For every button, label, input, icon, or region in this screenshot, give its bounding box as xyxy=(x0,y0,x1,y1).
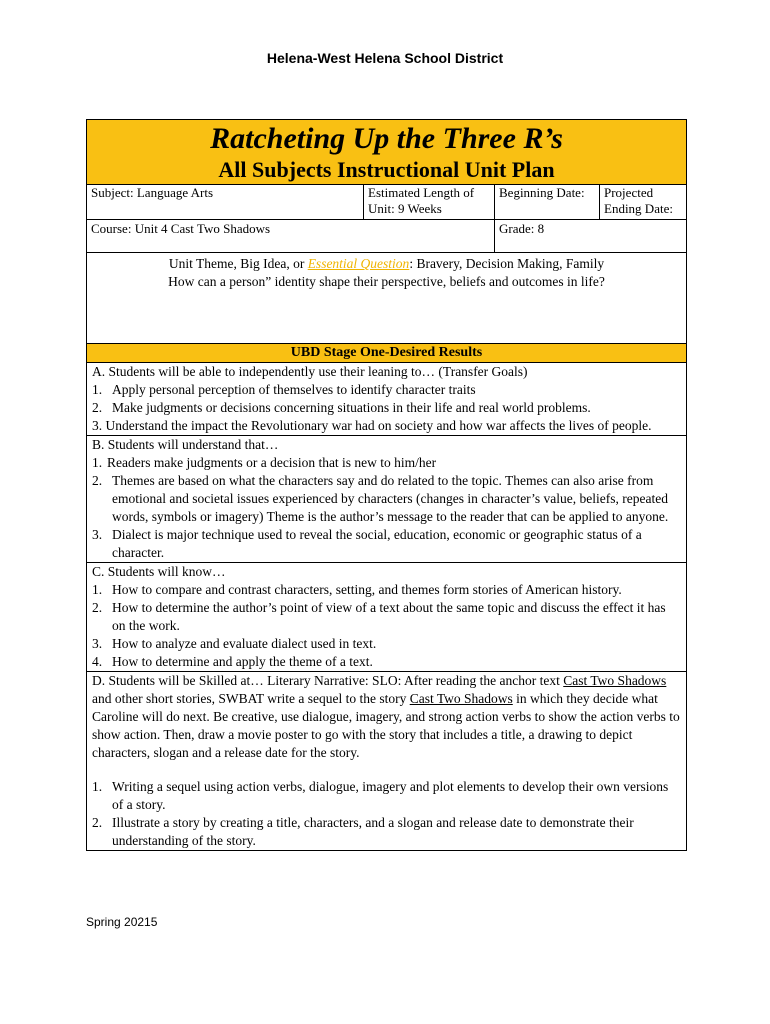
list-item: 1. How to compare and contrast characters, setting, and themes form stories of American history. xyxy=(92,582,622,597)
section-a-heading: A. Students will be able to independently use their leaning to… (Transfer Goals) xyxy=(92,364,528,379)
section-d-mid: and other short stories, SWBAT write a sequel to the story xyxy=(92,691,410,706)
course-row xyxy=(87,220,686,253)
length-value: Unit: 9 Weeks xyxy=(368,201,442,216)
list-item: 2. How to determine the author’s point of view of a text about the same topic and discuss the effect it has on the work. xyxy=(92,600,666,633)
grade-cell: Grade: 8 xyxy=(494,220,686,252)
unit-plan-table xyxy=(86,119,687,851)
course-cell: Course: Unit 4 Cast Two Shadows xyxy=(91,221,271,236)
section-d-intro: D. Students will be Skilled at… Literary Narrative: SLO: After reading the anchor text xyxy=(92,673,564,688)
section-d xyxy=(87,672,686,850)
essential-question-link[interactable]: Essential Question xyxy=(307,256,410,271)
projected-label: Projected xyxy=(604,185,654,200)
section-d-rest: in which they decide what Caroline will do next. Be creative, use dialogue, imagery, and strong action verbs to show the action verbs to show action. Then, draw a movie poster to go with the story that includes a title, a drawing to depict characters, slogan and a release date for the story. xyxy=(92,691,680,760)
section-a xyxy=(87,363,686,436)
theme-line xyxy=(87,255,686,273)
list-item: 3. How to analyze and evaluate dialect used in text. xyxy=(92,636,377,651)
theme-values: : Bravery, Decision Making, Family xyxy=(409,256,605,271)
list-item: 3. Understand the impact the Revolutionary war had on society and how war affects the lives of people. xyxy=(92,418,652,433)
section-b xyxy=(87,436,686,563)
ending-date-label: Ending Date: xyxy=(604,201,673,216)
beginning-date-cell: Beginning Date: xyxy=(494,185,599,219)
section-d-paragraph xyxy=(92,672,682,762)
list-item: 1. Apply personal perception of themselves to identify character traits xyxy=(92,382,476,397)
section-c-heading: C. Students will know… xyxy=(92,564,226,579)
plan-subtitle: All Subjects Instructional Unit Plan xyxy=(218,157,555,182)
stage-one-header: UBD Stage One-Desired Results xyxy=(87,344,686,363)
footer-text: Spring 20215 xyxy=(86,915,158,929)
subject-cell: Subject: Language Arts xyxy=(91,185,214,200)
list-item: 1. Writing a sequel using action verbs, dialogue, imagery and plot elements to develop their own versions of a story. xyxy=(92,779,669,812)
story-title-link: Cast Two Shadows xyxy=(409,691,513,706)
list-item: 2. Illustrate a story by creating a title, characters, and a slogan and release date to demonstrate their understanding of the story. xyxy=(92,815,634,848)
section-c xyxy=(87,563,686,672)
list-item: 3. Dialect is major technique used to reveal the social, education, economic or geographic status of a character. xyxy=(92,527,642,560)
list-item: 2. Make judgments or decisions concerning situations in their life and real world problems. xyxy=(92,400,591,415)
length-cell xyxy=(363,185,494,219)
length-label: Estimated Length of xyxy=(368,185,475,200)
theme-prefix: Unit Theme, Big Idea, or xyxy=(168,256,308,271)
projected-date-cell xyxy=(599,185,686,219)
plan-title: Ratcheting Up the Three R’s xyxy=(210,122,563,155)
section-b-heading: B. Students will understand that… xyxy=(92,437,279,452)
info-row xyxy=(87,185,686,220)
essential-question-text: How can a person” identity shape their perspective, beliefs and outcomes in life? xyxy=(168,274,605,289)
unit-theme-section xyxy=(87,253,686,344)
list-item: 1. Readers make judgments or a decision that is new to him/her xyxy=(92,455,437,470)
district-title: Helena-West Helena School District xyxy=(266,50,504,66)
spacer xyxy=(92,762,682,778)
list-item: 4. How to determine and apply the theme of a text. xyxy=(92,654,373,669)
title-banner xyxy=(87,120,686,185)
story-title-link: Cast Two Shadows xyxy=(563,673,667,688)
list-item: 2. Themes are based on what the characters say and do related to the topic. Themes can also arise from emotional and societal issues experienced by characters (changes in character’s value, beliefs, repeated words, symbols or imagery) Theme is the author’s message to the reader that can be applied to anyone. xyxy=(92,473,669,524)
